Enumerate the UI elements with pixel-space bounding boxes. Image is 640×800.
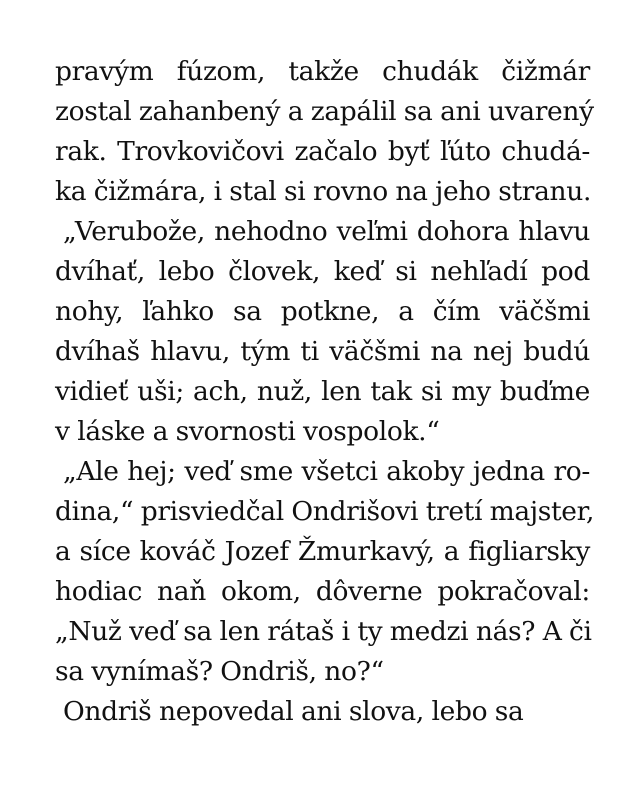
text-line: vidieť uši; ach, nuž, len tak si my buďme [55, 376, 590, 407]
text-line: a síce kováč Jozef Žmurkavý, a figliarsky [55, 536, 590, 567]
text-line: Ondriš nepovedal ani slova, lebo sa [63, 696, 524, 727]
text-line: pravým fúzom, takže chudák čižmár [55, 56, 590, 87]
text-line: „Nuž veď sa len rátaš i ty medzi nás? A či [55, 616, 592, 647]
text-line: dvíhať, lebo človek, keď si nehľadí pod [55, 256, 590, 287]
text-line: v láske a svornosti vospolok.“ [55, 416, 440, 447]
text-line: sa vynímaš? Ondriš, no?“ [55, 656, 384, 687]
text-line: nohy, ľahko sa potkne, a čím väčšmi [55, 296, 590, 327]
text-line: dina,“ prisviedčal Ondrišovi tretí majster, [55, 496, 595, 527]
text-line: dvíhaš hlavu, tým ti väčšmi na nej budú [55, 336, 590, 367]
text-line: ka čižmára, i stal si rovno na jeho stranu. [55, 176, 592, 207]
text-line: „Ale hej; veď sme všetci akoby jedna ro- [63, 456, 590, 487]
text-line: zostal zahanbený a zapálil sa ani uvarený [55, 96, 594, 127]
text-line: „Verubože, nehodno veľmi dohora hlavu [63, 216, 590, 247]
text-line: rak. Trovkovičovi začalo byť ľúto chudá- [55, 136, 590, 167]
text-line: hodiac naň okom, dôverne pokračoval: [55, 576, 590, 607]
